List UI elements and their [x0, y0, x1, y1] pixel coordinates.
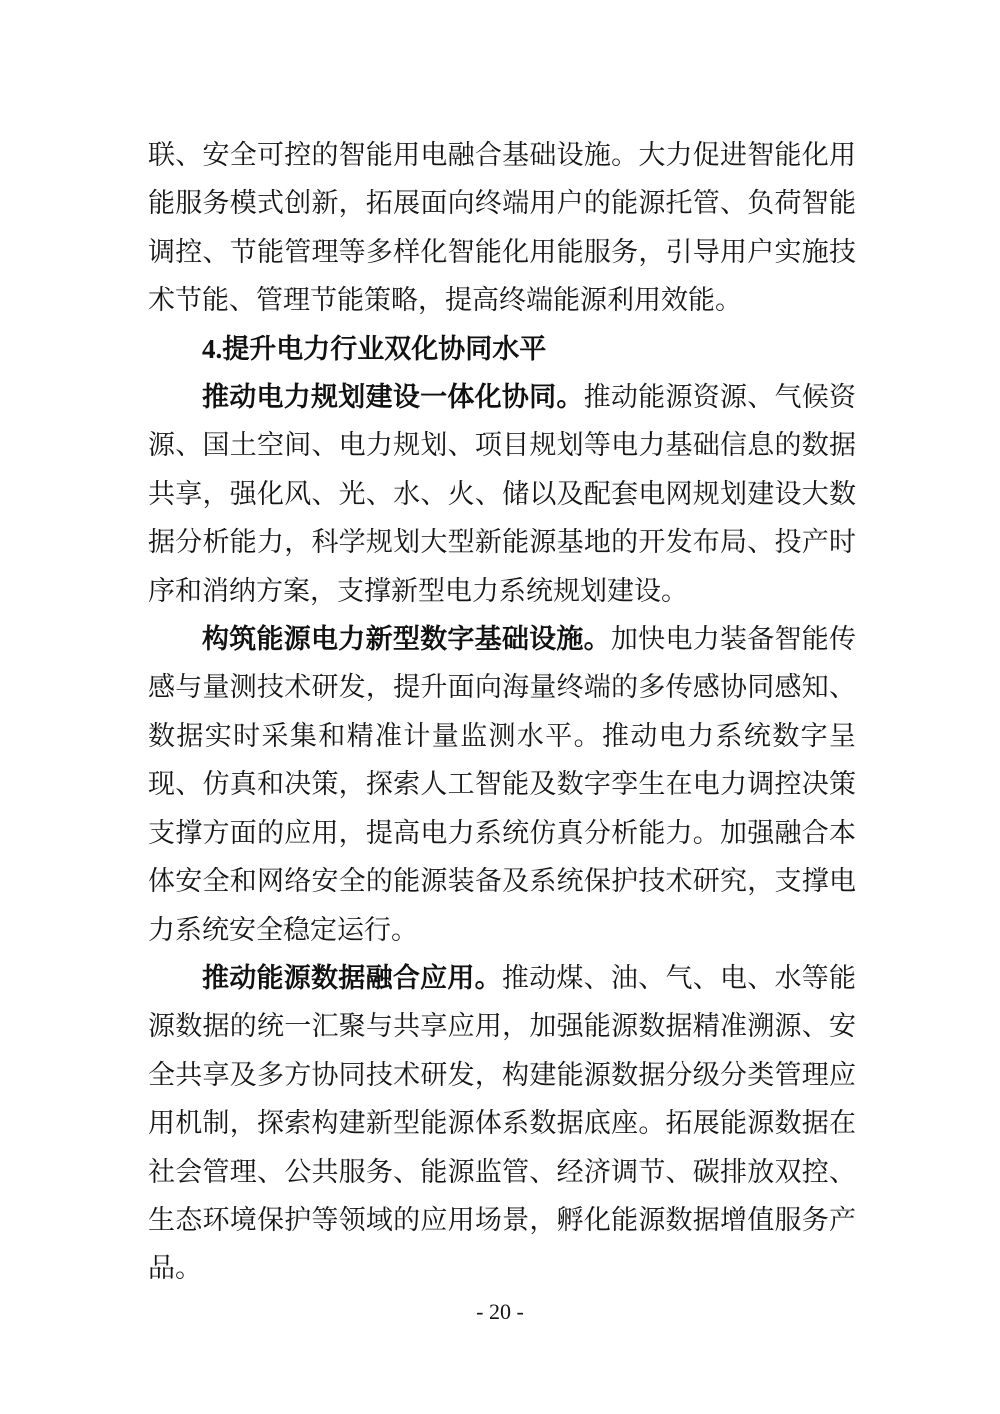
- page-number: - 20 -: [476, 1299, 524, 1324]
- paragraph-lead: 推动能源数据融合应用。: [202, 962, 502, 993]
- paragraph-lead: 推动电力规划建设一体化协同。: [202, 382, 584, 413]
- paragraph-lead: 构筑能源电力新型数字基础设施。: [202, 624, 611, 655]
- paragraph-digital-infrastructure: [148, 615, 856, 954]
- paragraph-energy-data: [148, 954, 856, 1293]
- text-block: [148, 131, 856, 1293]
- paragraph-planning: [148, 373, 856, 615]
- paragraph-continued: [148, 131, 856, 325]
- paragraph-text: 推动煤、油、气、电、水等能源数据的统一汇聚与共享应用，加强能源数据精准溯源、安全共享及多方协同技术研发，构建能源数据分级分类管理应用机制，探索构建新型能源体系数据底座。拓展能源数据在社会管理、公共服务、能源监管、经济调节、碳排放双控、生态环境保护等领域的应用场景，孵化能源数据增值服务产品。: [148, 962, 857, 1284]
- paragraph-text: 加快电力装备智能传感与量测技术研发，提升面向海量终端的多传感协同感知、数据实时采集和精准计量监测水平。推动电力系统数字呈现、仿真和决策，探索人工智能及数字孪生在电力调控决策支撑方面的应用，提高电力系统仿真分析能力。加强融合本体安全和网络安全的能源装备及系统保护技术研究，支撑电力系统安全稳定运行。: [148, 624, 857, 945]
- paragraph-text: 推动能源资源、气候资源、国土空间、电力规划、项目规划等电力基础信息的数据共享，强化风、光、水、火、储以及配套电网规划建设大数据分析能力，科学规划大型新能源基地的开发布局、投产时序和消纳方案，支撑新型电力系统规划建设。: [148, 382, 857, 606]
- paragraph-text: 联、安全可控的智能用电融合基础设施。大力促进智能化用能服务模式创新，拓展面向终端用户的能源托管、负荷智能调控、节能管理等多样化智能化用能服务，引导用户实施技术节能、管理节能策略，提高终端能源利用效能。: [148, 140, 856, 316]
- section-heading: 4.提升电力行业双化协同水平: [202, 333, 547, 364]
